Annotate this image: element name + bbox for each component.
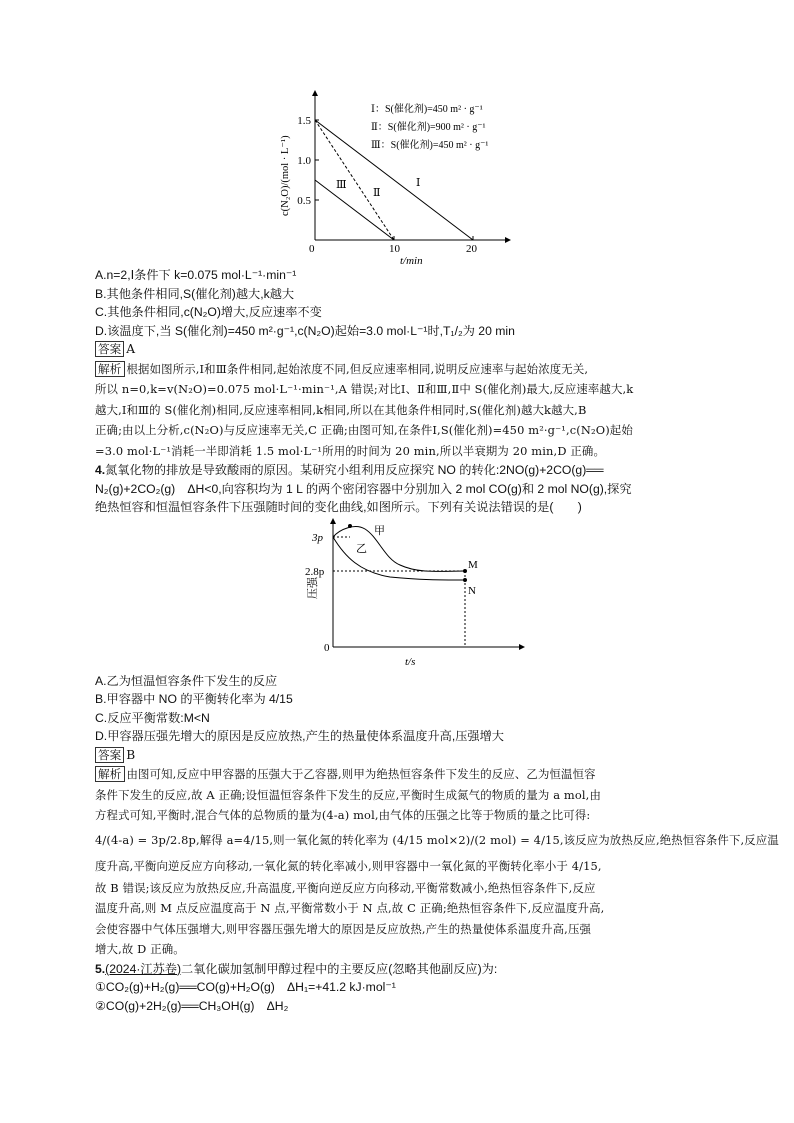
chart2-y-label: 压强 <box>307 576 319 599</box>
q4-stem-line: 绝热恒容和恒温恒容条件下压强随时间的变化曲线,如图所示。下列有关说法错误的是( ) <box>95 500 582 514</box>
q4-expl-line <box>95 764 705 785</box>
series-III-line <box>315 180 394 240</box>
q5-number: 5. <box>95 961 106 976</box>
chart2-x-arrow <box>519 644 525 650</box>
q4-explanation <box>95 764 779 960</box>
chart1-x-arrow <box>505 237 511 243</box>
ytick-3p: 3p <box>312 531 323 544</box>
q4-option-d: D.甲容器压强先增大的原因是反应放热,产生的热量使体系温度升高,压强增大 <box>95 729 504 743</box>
series-I-label: Ⅰ <box>416 177 421 189</box>
chart1-x-label: t/min <box>400 255 423 266</box>
answer-tag: 答案 <box>95 747 124 763</box>
series-III-label: Ⅲ <box>336 179 347 191</box>
point-m-dot <box>463 569 467 573</box>
chart2-x-label: t/s <box>405 655 416 668</box>
worksheet-page <box>95 88 779 1015</box>
series-II-line <box>315 120 394 240</box>
curve-yi <box>333 537 465 580</box>
q4-expl-line: 方程式可知,平衡时,混合气体的总物质的量为(4-a) mol,由气体的压强之比等于物质的量之比可得: <box>95 808 591 822</box>
legend-entry-II: Ⅱ：S(催化剂)=900 m² · g⁻¹ <box>371 122 486 133</box>
curve-jia-peak-dot <box>348 524 352 528</box>
q4-expl-line: 增大,故 D 正确。 <box>95 942 185 956</box>
q5-reaction-1: ①CO₂(g)+H₂(g)══CO(g)+H₂O(g) ΔH₁=+41.2 kJ·mol⁻¹ <box>95 980 396 994</box>
q4-expl-line: 条件下发生的反应,故 A 正确;设恒温恒容条件下发生的反应,平衡时生成氮气的物质的量为 a mol,由 <box>95 787 601 802</box>
q3-expl-line: =3.0 mol·L⁻¹消耗一半即消耗 1.5 mol·L⁻¹所用的时间为 20 min,所以半衰期为 20 min,D 正确。 <box>95 443 605 458</box>
pressure-time-chart <box>300 517 530 672</box>
q3-expl-line <box>95 359 705 380</box>
q3-answer-row <box>95 340 705 359</box>
q3-option-d: D.该温度下,当 S(催化剂)=450 m²·g⁻¹,c(N₂O)起始=3.0 mol·L⁻¹时,T₁/₂为 20 min <box>95 323 515 338</box>
concentration-time-chart <box>275 88 695 266</box>
chart1-y-label: c(N₂O)/(mol · L⁻¹) <box>280 135 291 216</box>
point-m-label: M <box>468 558 478 571</box>
q5-stem-line <box>95 960 705 979</box>
q3-explanation <box>95 359 705 462</box>
q5-source: (2024·江苏卷) <box>105 961 182 976</box>
ytick-2p8p: 2.8p <box>305 565 325 578</box>
q4-expl-line: 故 B 错误;该反应为放热反应,升高温度,平衡向逆反应方向移动,平衡常数减小,绝热恒容条件下,反应 <box>95 880 596 895</box>
answer-tag: 答案 <box>95 341 124 357</box>
q5-stem-text: 二氧化碳加氢制甲醇过程中的主要反应(忽略其他副反应)为: <box>181 961 498 976</box>
chart1-y-arrow <box>312 90 318 96</box>
q4-answer: B <box>126 747 136 762</box>
q4-option-c: C.反应平衡常数:M<N <box>95 710 210 725</box>
chart1-xtick-label: 10 <box>389 243 400 255</box>
q5-reaction-2: ②CO(g)+2H₂(g)══CH₃OH(g) ΔH₂ <box>95 998 289 1013</box>
q4-expl-line: 度升高,平衡向逆反应方向移动,一氧化氮的转化率减小,则甲容器中一氧化氮的平衡转化率小于 4/15, <box>95 858 602 873</box>
curve-jia-label: 甲 <box>374 524 385 537</box>
explanation-tag: 解析 <box>95 361 125 377</box>
point-n-dot <box>463 578 467 582</box>
chart2-svg <box>300 517 530 672</box>
point-n-label: N <box>468 584 476 597</box>
chart1-ytick-label: 1.0 <box>297 155 311 167</box>
legend-entry-III: Ⅲ：S(催化剂)=450 m² · g⁻¹ <box>371 140 489 151</box>
curve-yi-label: 乙 <box>356 542 367 555</box>
q4-option-a: A.乙为恒温恒容条件下发生的反应 <box>95 673 278 688</box>
q3-option-c: C.其他条件相同,c(N₂O)增大,反应速率不变 <box>95 305 322 319</box>
q3-option-a: A.n=2,Ⅰ条件下 k=0.075 mol·L⁻¹·min⁻¹ <box>95 268 297 282</box>
q3-option-b: B.其他条件相同,S(催化剂)越大,k越大 <box>95 286 295 301</box>
chart1-svg <box>275 88 695 266</box>
chart1-ytick-label: 0.5 <box>297 195 311 207</box>
series-II-label: Ⅱ <box>373 187 381 199</box>
q3-expl-text: 根据如图所示,Ⅰ和Ⅲ条件相同,起始浓度不同,但反应速率相同,说明反应速率与起始浓度无关, <box>126 361 589 376</box>
q3-answer: A <box>126 342 136 356</box>
q4-expl-line: 会使容器中气体压强增大,则甲容器压强先增大的原因是反应放热,产生的热量使体系温度升高,压强 <box>95 921 592 936</box>
q4-expl-line: 温度升高,则 M 点反应温度高于 N 点,平衡常数小于 N 点,故 C 正确;绝热恒容条件下,反应温度升高, <box>95 901 605 915</box>
explanation-tag: 解析 <box>95 766 125 782</box>
q3-expl-line: 越大,Ⅰ和Ⅲ的 S(催化剂)相同,反应速率相同,k相同,所以在其他条件相同时,S(催化剂)越大k越大,B <box>95 402 587 417</box>
curve-jia <box>333 526 465 571</box>
q4-answer-row <box>95 746 705 765</box>
q4-option-b: B.甲容器中 NO 的平衡转化率为 4/15 <box>95 692 293 706</box>
q4-expl-line: 4/(4-a) = 3p/2.8p,解得 a=4/15,则一氧化氮的转化率为 (4/15 mol×2)/(2 mol) = 4/15,该反应为放热反应,绝热恒容条件下,反应温 <box>95 832 779 847</box>
legend-entry-I: Ⅰ：S(催化剂)=450 m² · g⁻¹ <box>371 104 483 115</box>
chart1-origin-label: 0 <box>309 243 315 255</box>
q4-expl-text: 由图可知,反应中甲容器的压强大于乙容器,则甲为绝热恒容条件下发生的反应、乙为恒温恒容 <box>126 767 596 781</box>
chart2-y-arrow <box>330 518 336 524</box>
chart1-ytick-label: 1.5 <box>297 115 311 127</box>
chart1-xtick-label: 20 <box>466 243 477 255</box>
q4-stem-line <box>95 461 705 480</box>
q4-number: 4. <box>95 463 106 477</box>
chart2-origin: 0 <box>324 641 330 654</box>
q4-stem-text: 氮氧化物的排放是导致酸雨的原因。某研究小组利用反应探究 NO 的转化:2NO(g)+2CO(g)══ <box>105 463 604 477</box>
q3-expl-line: 正确;由以上分析,c(N₂O)与反应速率无关,C 正确;由图可知,在条件Ⅰ,S(催化剂)=450 m²·g⁻¹,c(N₂O)起始 <box>95 423 633 437</box>
q4-stem-line: N₂(g)+2CO₂(g) ΔH<0,向容积均为 1 L 的两个密闭容器中分别加入 2 mol CO(g)和 2 mol NO(g),探究 <box>95 481 632 496</box>
q3-expl-line: 所以 n=0,k=v(N₂O)=0.075 mol·L⁻¹·min⁻¹,A 错误;对比Ⅰ、Ⅱ和Ⅲ,Ⅱ中 S(催化剂)最大,反应速率越大,k <box>95 382 634 396</box>
